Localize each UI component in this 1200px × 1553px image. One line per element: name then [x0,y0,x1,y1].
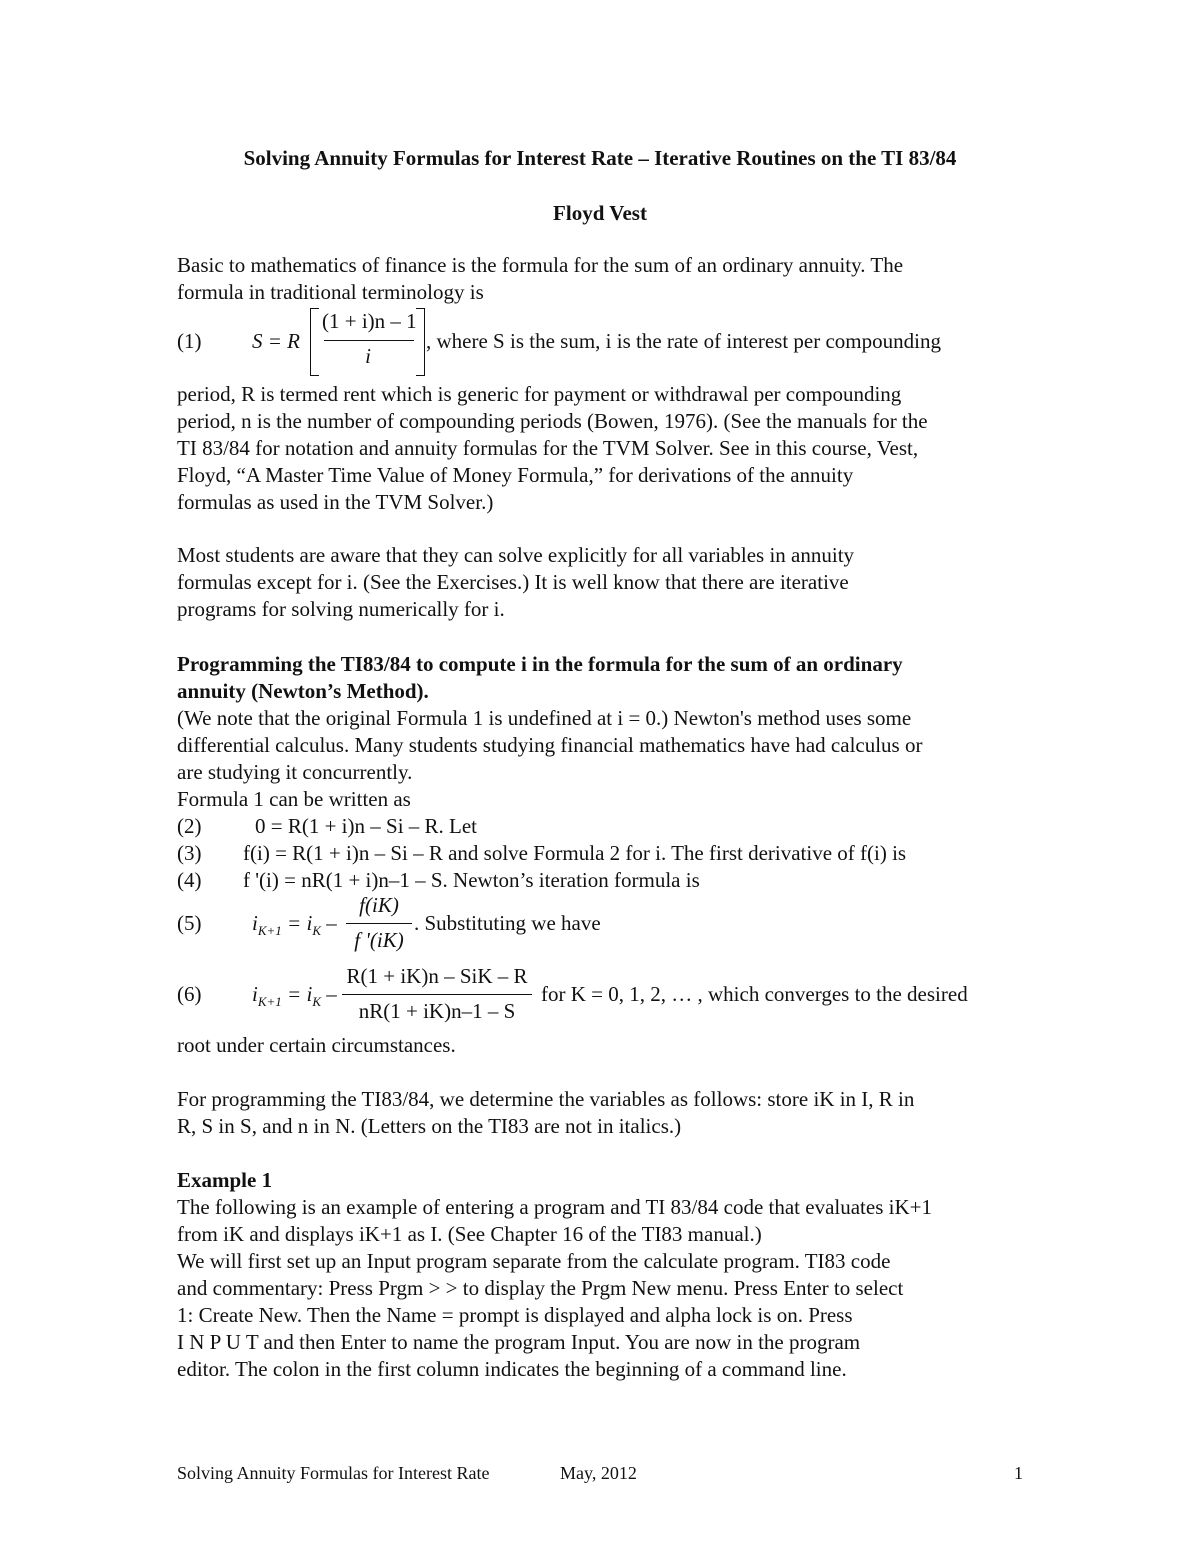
text-line: and commentary: Press Prgm > > to display the Prgm New menu. Press Enter to select [177,1276,904,1300]
text-line: TI 83/84 for notation and annuity formulas for the TVM Solver. See in this course, Vest, [177,436,919,460]
text-line: For programming the TI83/84, we determine the variables as follows: store iK in I, R in [177,1087,915,1111]
equation-trailing-text: for K = 0, 1, 2, … , which converges to the desired [541,982,968,1006]
fraction-bar [342,994,532,995]
equation-denominator: nR(1 + iK)n–1 – S [358,999,516,1023]
left-bracket [310,308,319,376]
text-line: from iK and displays iK+1 as I. (See Chapter 16 of the TI83 manual.) [177,1222,762,1246]
text-line: formula in traditional terminology is [177,280,484,304]
text-line: 1: Create New. Then the Name = prompt is displayed and alpha lock is on. Press [177,1303,853,1327]
text-line: Floyd, “A Master Time Value of Money Formula,” for derivations of the annuity [177,463,854,487]
document-author: Floyd Vest [553,201,647,225]
text-line: programs for solving numerically for i. [177,597,505,621]
equation-label: (6) [177,982,202,1006]
text-line: Basic to mathematics of finance is the formula for the sum of an ordinary annuity. The [177,253,904,277]
equation-numerator: (1 + i)n – 1 [322,309,417,333]
text-line: I N P U T and then Enter to name the program Input. You are now in the program [177,1330,861,1354]
equation-lhs: $i_{K+1} = i_K$ – [252,911,337,939]
example-heading: Example 1 [177,1168,273,1192]
right-bracket [416,308,425,376]
equation-4: f '(i) = nR(1 + i)n–1 – S. Newton’s iteration formula is [243,868,700,892]
equation-label: (2) [177,814,202,838]
equation-label: (1) [177,329,202,353]
text-line: Formula 1 can be written as [177,787,411,811]
equation-label: (3) [177,841,202,865]
text-line: The following is an example of entering a program and TI 83/84 code that evaluates iK+1 [177,1195,932,1219]
text-line: are studying it concurrently. [177,760,413,784]
equation-denominator: i [365,344,371,368]
equation-lhs: S = R [252,329,300,353]
section-heading: Programming the TI83/84 to compute i in the formula for the sum of an ordinary [177,652,903,676]
text-line: formulas as used in the TVM Solver.) [177,490,494,514]
equation-lhs: $i_{K+1} = i_K$ – [252,982,337,1010]
text-line: (We note that the original Formula 1 is undefined at i = 0.) Newton's method uses some [177,706,912,730]
text-line: root under certain circumstances. [177,1033,456,1057]
text-line: R, S in S, and n in N. (Letters on the TI83 are not in italics.) [177,1114,682,1138]
equation-denominator: f '(iK) [354,928,404,952]
text-line: differential calculus. Many students studying financial mathematics have had calculus or [177,733,923,757]
text-line: period, R is termed rent which is generic for payment or withdrawal per compounding [177,382,902,406]
footer-page-number: 1 [1014,1463,1023,1483]
text-line: Most students are aware that they can solve explicitly for all variables in annuity [177,543,855,567]
fraction-bar [324,340,414,341]
equation-trailing-text: . Substituting we have [414,911,601,935]
text-line: period, n is the number of compounding periods (Bowen, 1976). (See the manuals for the [177,409,928,433]
equation-trailing-text: , where S is the sum, i is the rate of interest per compounding [426,329,941,353]
footer-date: May, 2012 [560,1463,637,1483]
equation-label: (5) [177,911,202,935]
equation-numerator: R(1 + iK)n – SiK – R [346,964,528,988]
equation-3: f(i) = R(1 + i)n – Si – R and solve Formula 2 for i. The first derivative of f(i) is [243,841,907,865]
text-line: We will first set up an Input program separate from the calculate program. TI83 code [177,1249,891,1273]
footer-title: Solving Annuity Formulas for Interest Rate [177,1463,490,1483]
text-line: formulas except for i. (See the Exercises.) It is well know that there are iterative [177,570,849,594]
equation-label: (4) [177,868,202,892]
section-heading: annuity (Newton’s Method). [177,679,429,703]
text-line: editor. The colon in the first column indicates the beginning of a command line. [177,1357,847,1381]
equation-2: 0 = R(1 + i)n – Si – R. Let [255,814,478,838]
document-title: Solving Annuity Formulas for Interest Rate – Iterative Routines on the TI 83/84 [243,146,957,170]
fraction-bar [346,923,412,924]
equation-numerator: f(iK) [359,893,399,917]
